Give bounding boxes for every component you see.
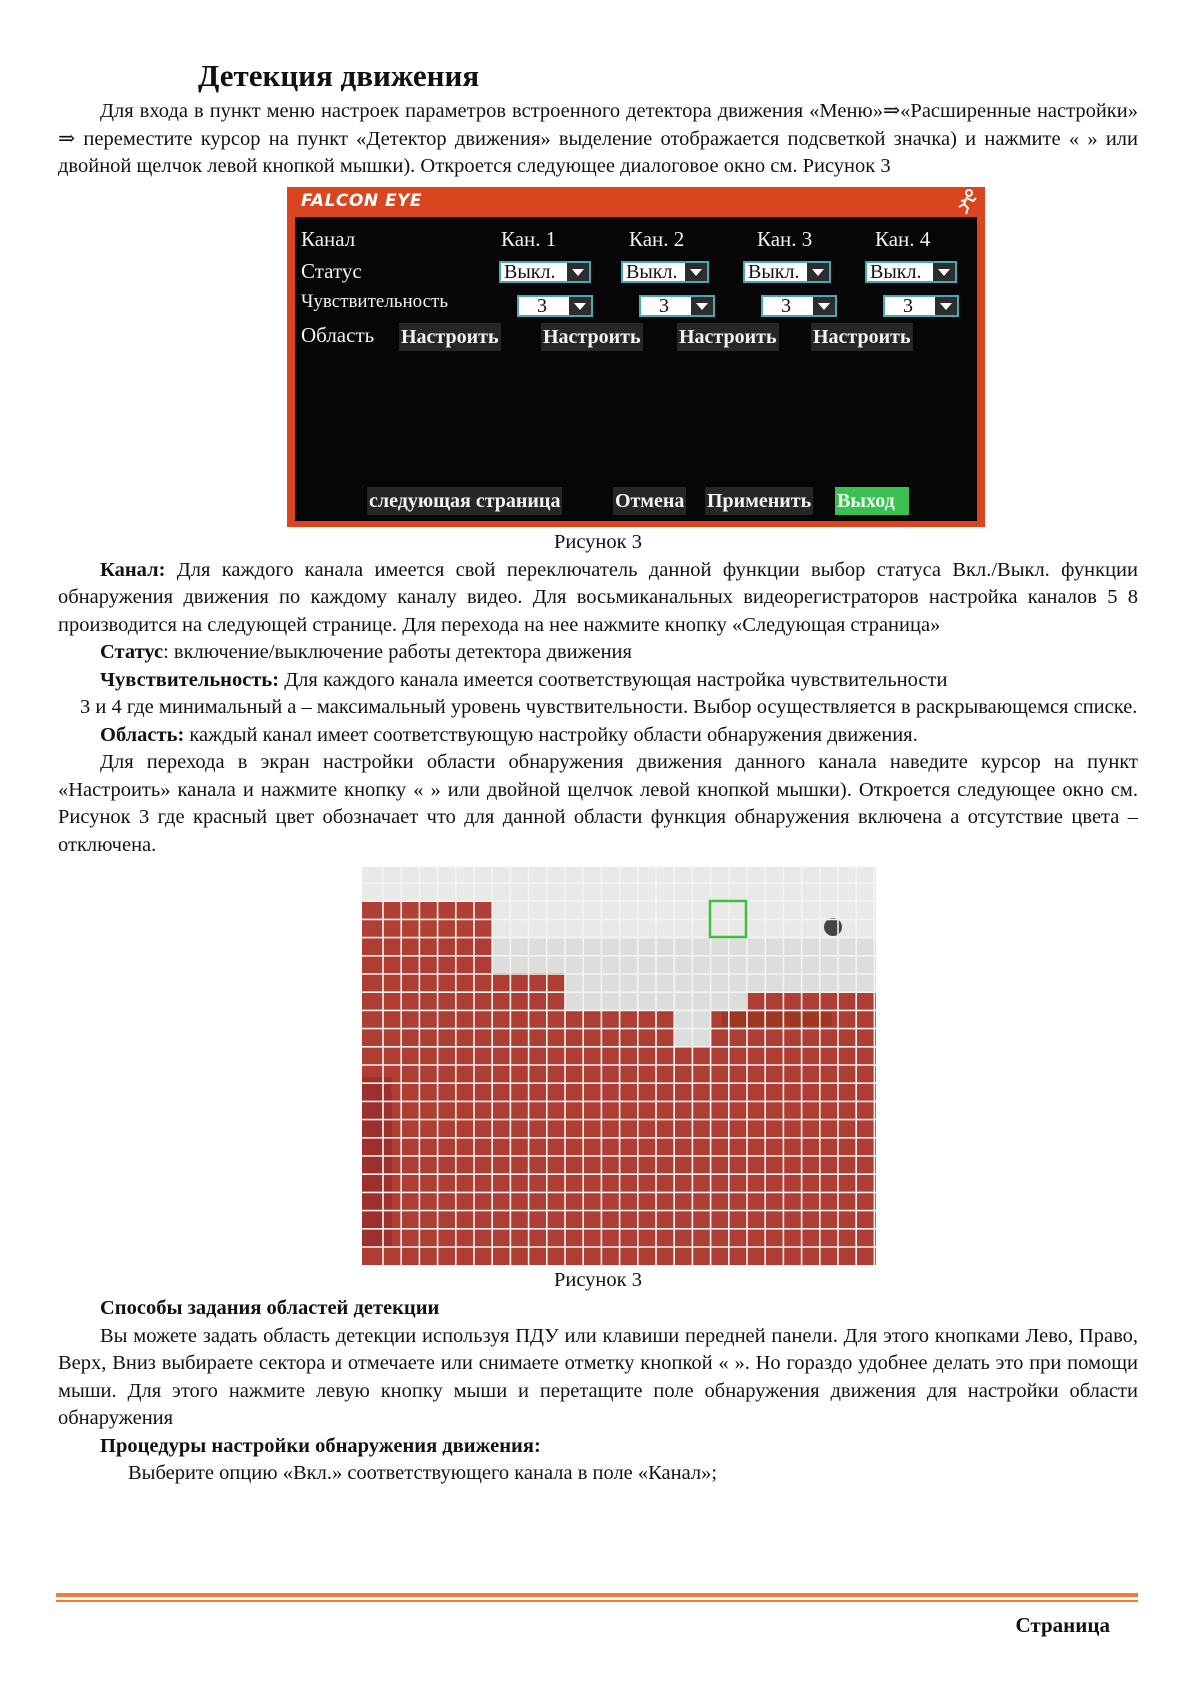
area-text: каждый канал имеет соответствующую настройку области обнаружения движения. (184, 723, 918, 746)
row-label-area: Область (301, 322, 375, 347)
page-footer: Страница (1015, 1613, 1110, 1637)
status-text: : включение/выключение работы детектора движения (163, 641, 632, 663)
motion-grid-canvas (362, 867, 876, 1265)
sensitivity-term: Чувствительность: (100, 668, 280, 691)
chevron-down-icon (807, 263, 829, 281)
footer-rule-thick (56, 1593, 1138, 1597)
motion-detection-dialog (287, 187, 985, 527)
configure-area-button-4[interactable]: Настроить (811, 323, 913, 351)
apply-button[interactable]: Применить (705, 487, 813, 515)
exit-button[interactable]: Выход (835, 487, 909, 515)
channel-text: Для каждого канала имеется свой переключатель данной функции выбор статуса Вкл./Выкл. функции обнаружения движения по каждому каналу видео. Для восьмиканальных видеорегистраторов настройка каналов 5 8 производится на следующей странице. Для перехода на нее нажмите кнопку «Следующая страница» (58, 558, 1138, 636)
motion-area-grid-figure (362, 867, 876, 1265)
falcon-eye-logo: FALCON EYE (301, 190, 423, 211)
chevron-down-icon (691, 297, 713, 315)
figure-caption-1: Рисунок 3 (553, 530, 642, 553)
sensitivity-select-4[interactable] (883, 295, 959, 317)
status-select-4[interactable] (865, 261, 957, 283)
configure-area-button-3[interactable]: Настроить (677, 323, 779, 351)
channel-paragraph (58, 557, 1138, 640)
sensitivity-select-3[interactable] (761, 295, 837, 317)
chevron-down-icon (685, 263, 707, 281)
status-value-4: Выкл. (870, 260, 922, 283)
figure-caption-2: Рисунок 3 (553, 1269, 642, 1291)
configure-area-button-2[interactable]: Настроить (541, 323, 643, 351)
chevron-down-icon (935, 297, 957, 315)
status-select-1[interactable] (499, 261, 591, 283)
status-value-3: Выкл. (748, 260, 800, 283)
sensitivity-value-4: 3 (903, 294, 913, 317)
sensitivity-select-1[interactable] (517, 295, 593, 317)
document-page (58, 58, 1138, 1488)
methods-paragraph: Вы можете задать область детекции используя ПДУ или клавиши передней панели. Для этого кнопками Лево, Право, Верх, Вниз выбираете сектора и отмечаете или снимаете отметку кнопкой « ». Но гораздо удобнее делать это при помощи мыши. Для этого нажмите левую кнопку мыши и перетащите поле обнаружения движения для настройки области обнаружения (58, 1324, 1138, 1429)
intro-paragraph: Для входа в пункт меню настроек параметров встроенного детектора движения «Меню»⇒«Расширенные настройки» ⇒ переместите курсор на пункт «Детектор движения» выделение отображается подсветкой значка) и нажмите « » или двойной щелчок левой кнопкой мышки). Откроется следующее диалоговое окно см. Рисунок 3 (58, 100, 1138, 177)
row-label-status: Статус (301, 258, 362, 283)
running-man-icon (955, 189, 979, 215)
status-select-3[interactable] (743, 261, 831, 283)
sensitivity-select-2[interactable] (639, 295, 715, 317)
sensitivity-value-1: 3 (537, 294, 547, 317)
ceiling-camera (824, 918, 842, 936)
configure-area-button-1[interactable]: Настроить (399, 323, 501, 351)
footer-rule-thin (56, 1600, 1138, 1602)
chevron-down-icon (813, 297, 835, 315)
row-label-channel: Канал (301, 226, 356, 251)
status-value-1: Выкл. (504, 260, 556, 283)
methods-heading: Способы задания областей детекции (100, 1297, 440, 1319)
sensitivity-value-2: 3 (659, 294, 669, 317)
channel-term: Канал: (100, 558, 166, 581)
chevron-down-icon (933, 263, 955, 281)
channel-header-4: Кан. 4 (875, 226, 931, 251)
procedure-heading: Процедуры настройки обнаружения движения: (100, 1434, 541, 1457)
status-value-2: Выкл. (626, 260, 678, 283)
status-select-2[interactable] (621, 261, 709, 283)
channel-header-1: Кан. 1 (501, 226, 557, 251)
sensitivity-paragraph (58, 667, 1138, 695)
goto-area-paragraph: Для перехода в экран настройки области обнаружения движения данного канала наведите курсор на пункт «Настроить» канала и нажмите кнопку « » или двойной щелчок левой кнопкой мышки). Откроется следующее окно см. Рисунок 3 где красный цвет обозначает что для данной области функция обнаружения включена а отсутствие цвета – отключена. (58, 751, 1138, 856)
channel-header-3: Кан. 3 (757, 226, 813, 251)
row-label-sensitivity: Чувствительность (301, 290, 449, 312)
area-term: Область: (100, 723, 185, 746)
area-paragraph (58, 722, 1138, 750)
dialog-body (295, 217, 977, 521)
cancel-button[interactable]: Отмена (613, 487, 686, 515)
channel-header-2: Кан. 2 (629, 226, 685, 251)
status-term: Статус (100, 641, 164, 663)
chevron-down-icon (569, 297, 591, 315)
status-paragraph (58, 639, 1138, 667)
next-page-button[interactable]: следующая страница (367, 487, 562, 515)
sensitivity-value-3: 3 (781, 294, 791, 317)
chevron-down-icon (567, 263, 589, 281)
page-title: Детекция движения (198, 58, 480, 93)
sensitivity-paragraph-cont: 3 и 4 где минимальный а – максимальный уровень чувствительности. Выбор осуществляется в раскрывающемся списке. (80, 696, 1138, 718)
procedure-step: Выберите опцию «Вкл.» соответствующего канала в поле «Канал»; (128, 1462, 718, 1484)
sensitivity-text: Для каждого канала имеется соответствующая настройка чувствительности (279, 668, 948, 691)
